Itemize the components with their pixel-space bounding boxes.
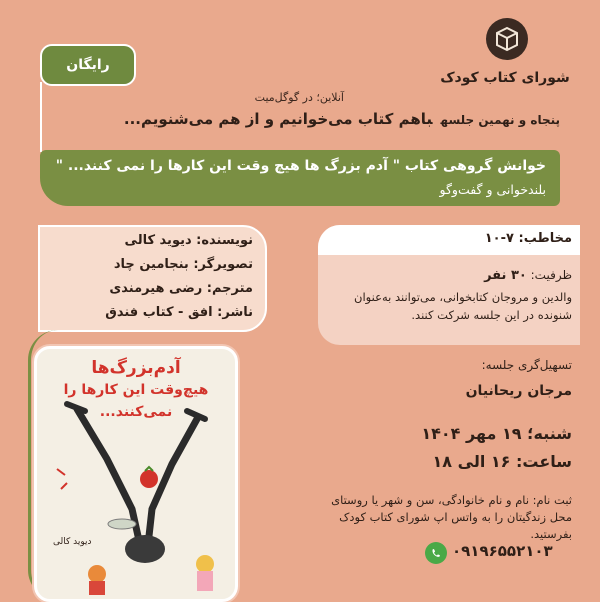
book-title-line3: نمی‌کنند... bbox=[99, 404, 173, 420]
publisher-credit: ناشر: افق - کتاب فندق bbox=[105, 305, 253, 320]
phone-number[interactable]: ۰۹۱۹۶۵۵۲۱۰۳ bbox=[452, 542, 553, 560]
reading-banner bbox=[40, 150, 560, 206]
online-note: آنلاین؛ در گوگل‌میت bbox=[254, 91, 344, 104]
facilitator-name: مرجان ریحانیان bbox=[465, 383, 572, 399]
book-credits bbox=[38, 225, 267, 332]
book-title-line1: آدم‌بزرگ‌ها bbox=[91, 358, 181, 378]
author-credit: نویسنده: دیوید کالی bbox=[124, 233, 253, 248]
facilitator-label: تسهیل‌گری جلسه: bbox=[481, 358, 572, 372]
event-date: شنبه؛ ۱۹ مهر ۱۴۰۴ bbox=[421, 424, 572, 443]
session-title bbox=[40, 110, 560, 128]
banner-title: خوانش گروهی کتاب " آدم بزرگ ها هیچ وقت این کارها را نمی کنند... " bbox=[55, 158, 546, 174]
book-illustration bbox=[37, 349, 235, 599]
org-logo bbox=[486, 18, 528, 60]
book-box-icon bbox=[493, 25, 521, 53]
book-cover bbox=[34, 346, 238, 602]
event-time: ساعت: ۱۶ الی ۱۸ bbox=[432, 452, 572, 471]
book-title-line2: هیچ‌وقت این کارها را bbox=[63, 382, 209, 398]
org-name: شورای کتاب کودک bbox=[440, 70, 570, 86]
parents-note: والدین و مروجان کتابخوانی، می‌توانند به‌عنوان شنونده در این جلسه شرکت کنند. bbox=[354, 290, 572, 322]
whatsapp-icon bbox=[425, 542, 447, 564]
book-cover-author: دیوید کالی bbox=[53, 537, 92, 547]
free-badge: رایگان bbox=[40, 44, 136, 86]
session-number: پنجاه و نهمین جلسه bbox=[440, 113, 560, 127]
audience-text: مخاطب: ۷-۱۰ bbox=[484, 231, 572, 246]
session-title-text: باهم کتاب می‌خوانیم و از هم می‌شنویم... bbox=[123, 110, 433, 128]
capacity-value: ۳۰ نفر bbox=[484, 268, 527, 283]
translator-credit: مترجم: رضی هیرمندی bbox=[109, 281, 253, 296]
banner-subtitle: بلندخوانی و گفت‌وگو bbox=[439, 182, 546, 197]
registration-note: ثبت نام: نام و نام خانوادگی، سن و شهر یا روستای محل زندگیتان را به واتس اپ شورای کتاب کودک بفرستید. bbox=[331, 493, 572, 541]
capacity bbox=[484, 268, 572, 283]
illustrator-credit: تصویرگر: بنجامین چاد bbox=[113, 257, 253, 272]
capacity-label: ظرفیت: bbox=[530, 268, 572, 282]
